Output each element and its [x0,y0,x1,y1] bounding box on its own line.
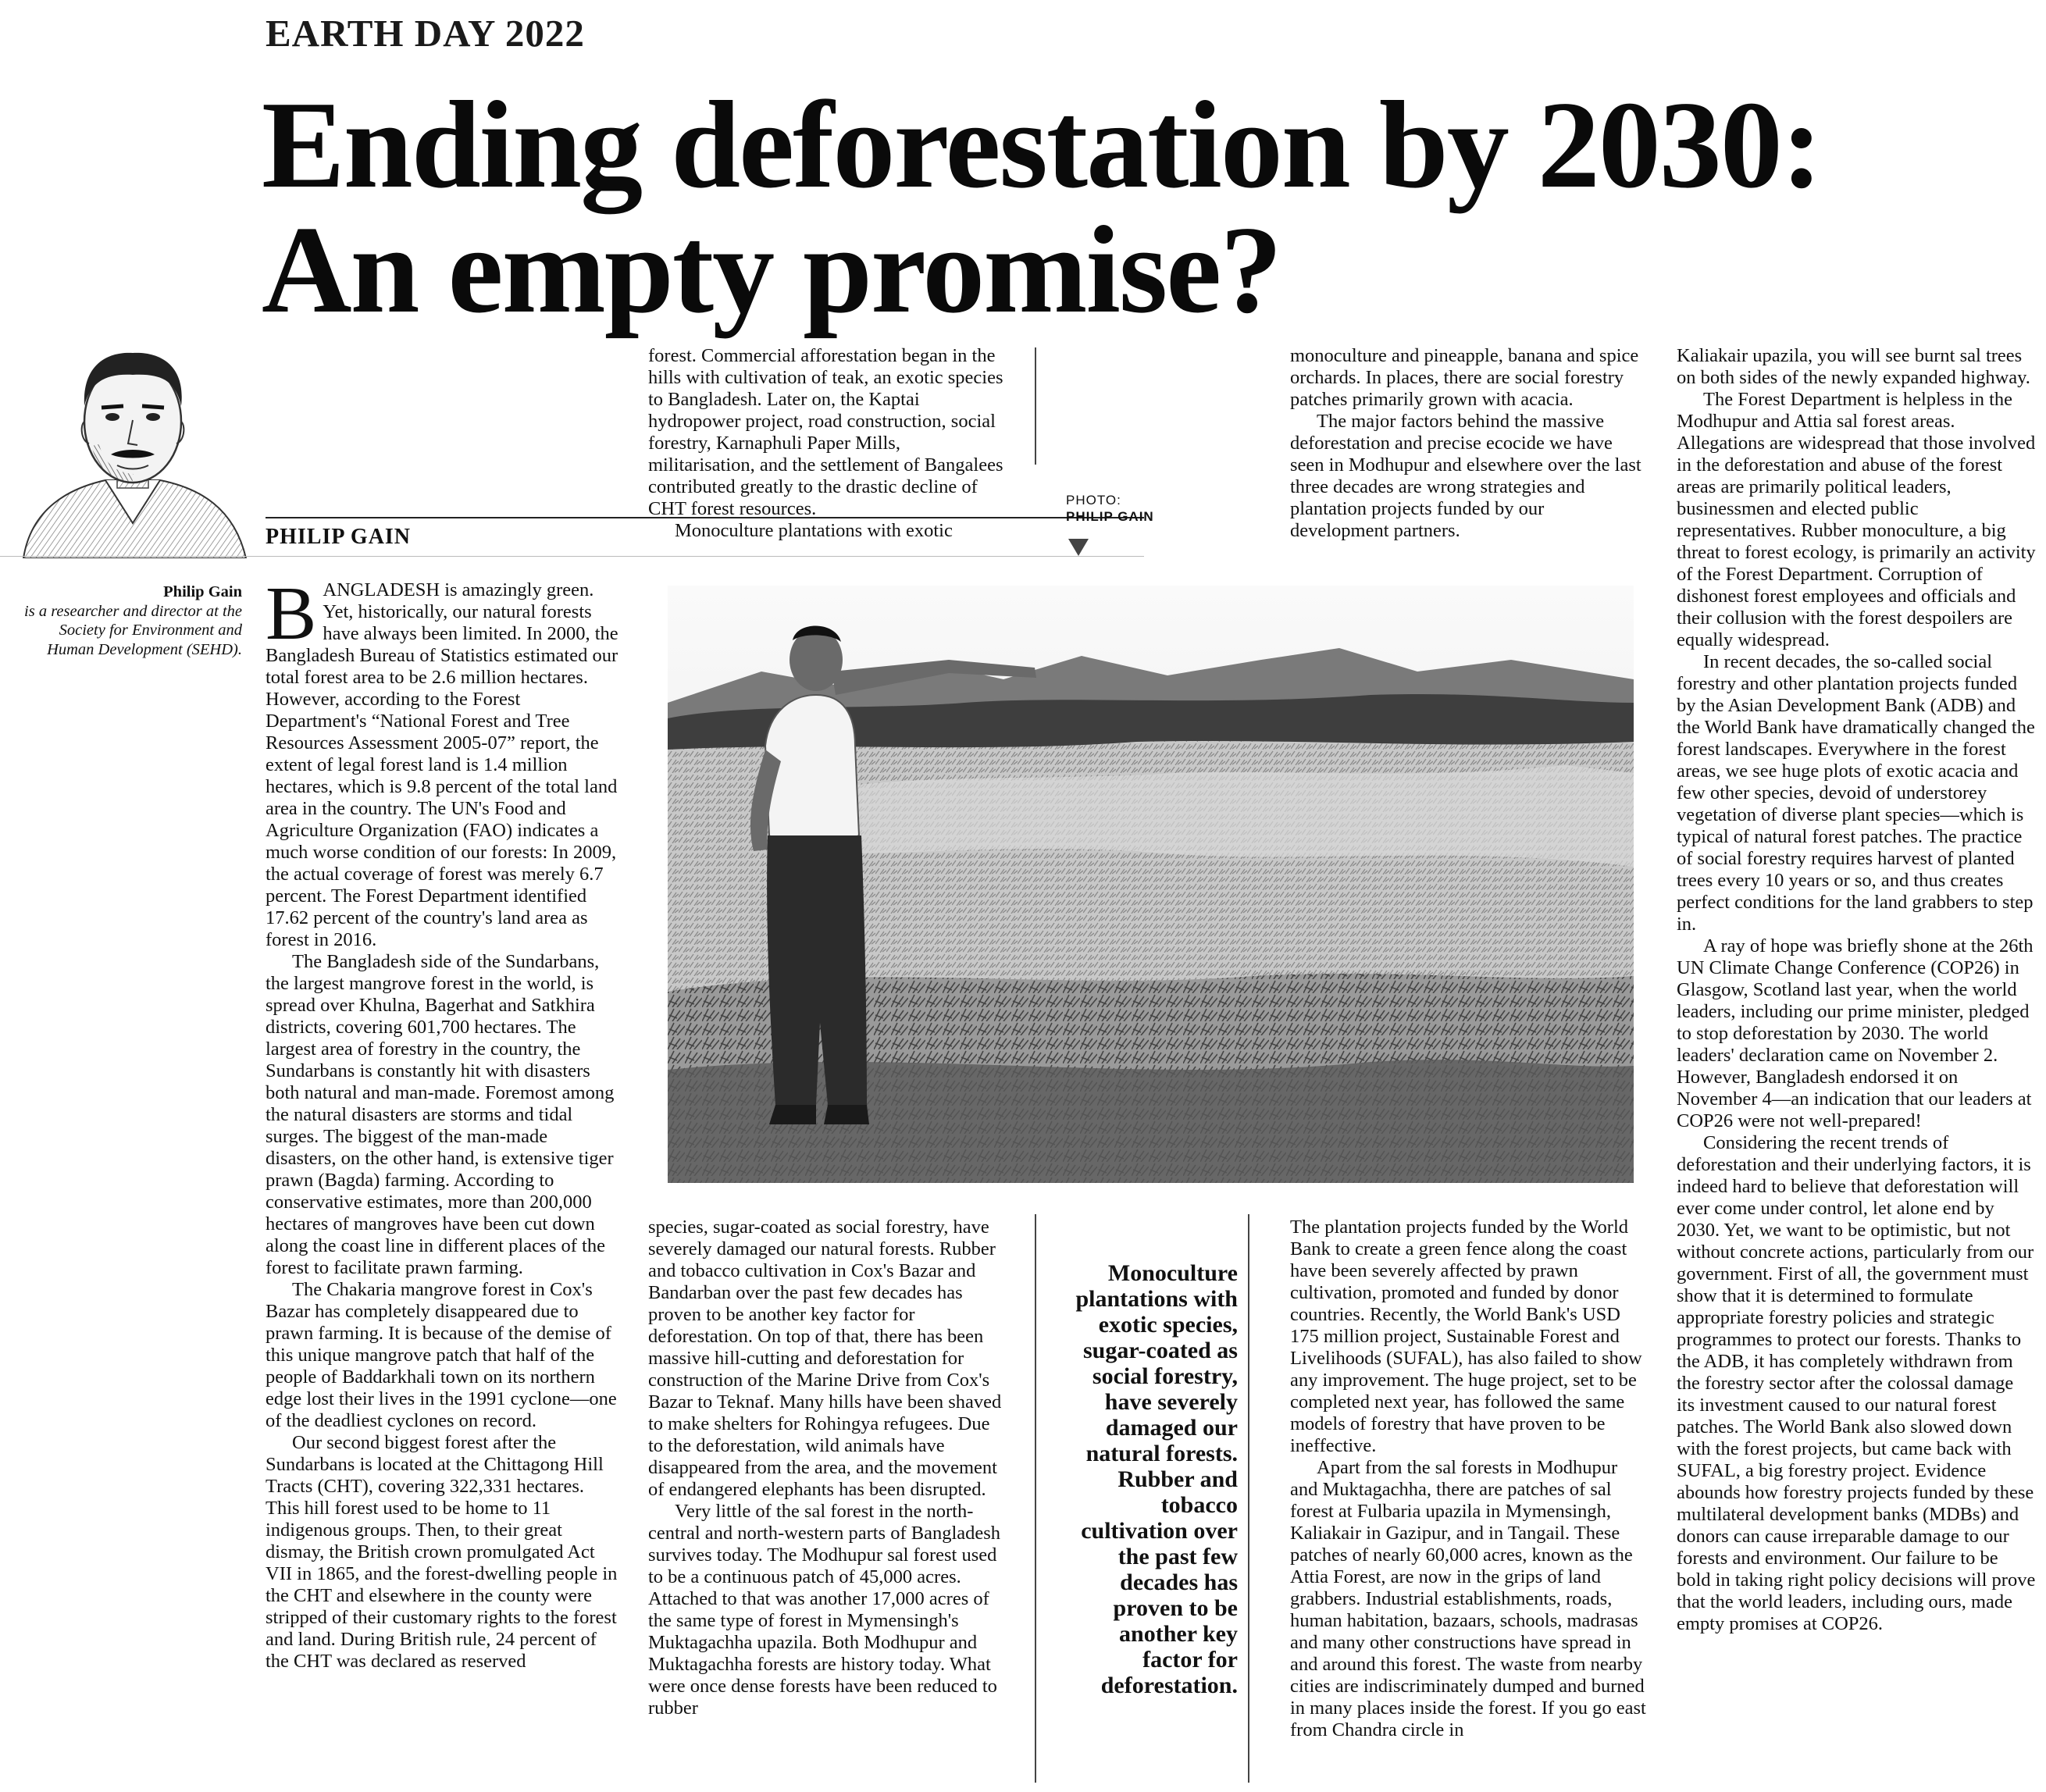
author-name: Philip Gain [163,583,242,600]
column-rule [1248,1214,1249,1783]
photo-credit-label: PHOTO: [1066,493,1121,508]
paragraph: Monoculture plantations with exotic [675,520,953,541]
author-portrait [8,328,254,558]
paragraph: Very little of the sal forest in the north-central and north-western parts of Bangladesh survives today. The Modhupur sal forest used to be a continuous patch of 45,000 acres. Attached to that was another 17,000 acres of the same type of forest in Mymensingh's Muktagachha upazila. Both Modhupur and Muktagachha forests are history today. What were once dense forests have been reduced to rubber [648,1501,1001,1719]
paragraph: The plantation projects funded by the World Bank to create a green fence along the coast have been severely affected by prawn cultivation, promoted and funded by donor countries. Recently, the World Bank's USD 175 million project, Sustainable Forest and Livelihoods (SUFAL), has also failed to show any improvement. The huge project, set to be completed next year, has followed the same models of forestry that have proven to be ineffective. [1290,1217,1642,1456]
byline-underline [0,556,1144,557]
paragraph: BANGLADESH is amazingly green. Yet, historically, our natural forests have always been limited. In 2000, the Bangladesh Bureau of Statistics estimated our total forest area to be 2.6 million hectares. However, according to the Forest Department's “National Forest and Tree Resources Assessment 2005-07” report, the extent of legal forest land is 1.4 million hectares, which is 9.8 percent of the total land area in the country. The UN's Food and Agriculture Organization (FAO) indicates a much worse condition of our forests: In 2009, the actual coverage of forest was merely 6.7 percent. The Forest Department identified 17.62 percent of the country's land area as forest in 2016. [266,572,618,950]
paragraph: In recent decades, the so-called social forestry and other plantation projects funded by the Asian Development Bank (ADB) and the World Bank have dramatically changed the forest landscapes. Everywhere in the forest areas, we see huge plots of exotic acacia and few other species, devoid of understorey vegetation of diverse plant species—which is typical of natural forest patches. The practice of social forestry requires harvest of planted trees every 10 years or so, and thus creates perfect conditions for the land grabbers to step in. [1677,651,2035,935]
article-column-1 [266,572,621,1673]
headline-line-2: An empty promise? [262,200,1281,339]
byline: PHILIP GAIN [266,525,412,549]
column-rule [1035,1214,1036,1783]
pull-quote: Monoculture plantations with exotic species, sugar-coated as social forestry, have severely damaged our natural forests. Rubber and tobacco cultivation over the past few decades has proven to be another key factor for deforestation. [1075,1260,1238,1698]
paragraph: Considering the recent trends of deforestation and their underlying factors, it is indeed hard to believe that deforestation will ever come under control, let alone end by 2030. Yet, we want to be optimistic, but not without concrete actions, particularly from our government. First of all, the government must show that it is determined to formulate appropriate forestry policies and strategic programmes to protect our forests. Thanks to the ADB, it has completely withdrawn from the forestry sector after the colossal damage its investment caused to our natural forest patches. The World Bank also slowed down with the forest projects, but came back with SUFAL, a big forestry project. Evidence abounds how forestry projects funded by these multilateral development banks (MDBs) and donors can cause irreparable damage to our forests and environment. Our failure to be bold in taking right policy decisions will prove that the world leaders, including ours, made empty promises at COP26. [1677,1132,2036,1634]
article-photo [668,586,1634,1183]
article-column-3-top [1290,345,1645,542]
paragraph: The Forest Department is helpless in the Modhupur and Attia sal forest areas. Allegations are widespread that those involved in the deforestation and abuse of the forest areas are primarily political leaders, businessmen and elected public representatives. Rubber monoculture, a big threat to forest ecology, is primarily an activity of the Forest Department. Corruption of dishonest forest employees and officials and their collusion with the forest despoilers are equally widespread. [1677,389,2036,650]
author-note [16,582,242,659]
headline [262,75,2034,339]
paragraph: The Chakaria mangrove forest in Cox's Bazar has completely disappeared due to prawn farming. It is because of the demise of this unique mangrove patch that half of the people of Baddarkhali town on its northern edge lost their lives in the 1991 cyclone—one of the deadliest cyclones on record. [266,1279,617,1431]
paragraph: Our second biggest forest after the Sundarbans is located at the Chittagong Hill Tracts (CHT), covering 322,331 hectares. This hill forest used to be home to 11 indigenous groups. Then, to their great dismay, the British crown promulgated Act VII in 1865, and the forest-dwelling people in the CHT and elsewhere in the county were stripped of their customary rights to the forest and land. During British rule, 24 percent of the CHT was declared as reserved [266,1432,618,1672]
paragraph: species, sugar-coated as social forestry, have severely damaged our natural forests. Rubber and tobacco cultivation in Cox's Bazar and Bandarban over the past few decades has proven to be another key factor for deforestation. On top of that, there has been massive hill-cutting and deforestation for construction of the Marine Drive from Cox's Bazar to Teknaf. Many hills have been shaved to make shelters for Rohingya refugees. Due to the deforestation, wild animals have disappeared from the area, and the movement of endangered elephants has been disrupted. [648,1217,1002,1500]
paragraph: The Bangladesh side of the Sundarbans, the largest mangrove forest in the world, is spread over Khulna, Bagerhat and Satkhira districts, covering 601,700 hectares. The largest area of forestry in the country, the Sundarbans is constantly hit with disasters both natural and man-made. Foremost among the natural disasters are storms and tidal surges. The biggest of the man-made disasters, on the other hand, is extensive tiger prawn (Bagda) farming. According to conservative estimates, more than 200,000 hectares of mangroves have been cut down along the coast line in different places of the forest to facilitate prawn farming. [266,951,615,1278]
photo-credit [1066,492,1154,525]
drop-cap: B [266,572,317,656]
paragraph: forest. Commercial afforestation began in the hills with cultivation of teak, an exotic species to Bangladesh. Later on, the Kaptai hydropower project, road construction, social forestry, Karnaphuli Paper Mills, militarisation, and the settlement of Bangalees contributed greatly to the drastic decline of CHT forest resources. [648,345,1003,519]
paragraph: Kaliakair upazila, you will see burnt sal trees on both sides of the newly expanded highway. [1677,345,2030,388]
author-bio: is a researcher and director at the Society for Environment and Human Development (SEHD). [24,602,242,658]
paragraph: Apart from the sal forests in Modhupur and Muktagachha, there are patches of sal forest at Fulbaria upazila in Mymensingh, Kaliakair in Gazipur, and in Tangail. These patches of nearly 60,000 acres, known as the Attia Forest, are now in the grips of land grabbers. Industrial establishments, roads, human habitation, bazaars, schools, madrasas and many other constructions have spread in and around this forest. The waste from nearby cities are indiscriminately dumped and burned in many places inside the forest. If you go east from Chandra circle in [1290,1457,1646,1740]
photo-credit-name: PHILIP GAIN [1066,509,1154,524]
section-kicker: EARTH DAY 2022 [266,12,585,55]
paragraph: monoculture and pineapple, banana and spice orchards. In places, there are social forestry patches primarily grown with acacia. [1290,345,1639,410]
article-column-4 [1677,345,2036,1635]
article-column-2-top [648,345,1006,542]
down-arrow-icon [1068,539,1089,556]
paragraph: A ray of hope was briefly shone at the 26th UN Climate Change Conference (COP26) in Glasgow, Scotland last year, when the world leaders, including our prime minister, pledged to stop deforestation by 2030. The world leaders' declaration came on November 2. However, Bangladesh endorsed it on November 4—an indication that our leaders at COP26 were not well-prepared! [1677,935,2034,1131]
paragraph: The major factors behind the massive deforestation and precise ecocide we have seen in Modhupur and elsewhere over the last three decades are wrong strategies and plantation projects funded by our development partners. [1290,411,1641,541]
column-rule [1035,347,1036,465]
article-column-2-bottom [648,1217,1007,1719]
article-column-3-bottom [1290,1217,1648,1741]
headline-line-1: Ending deforestation by 2030: [262,75,1822,214]
